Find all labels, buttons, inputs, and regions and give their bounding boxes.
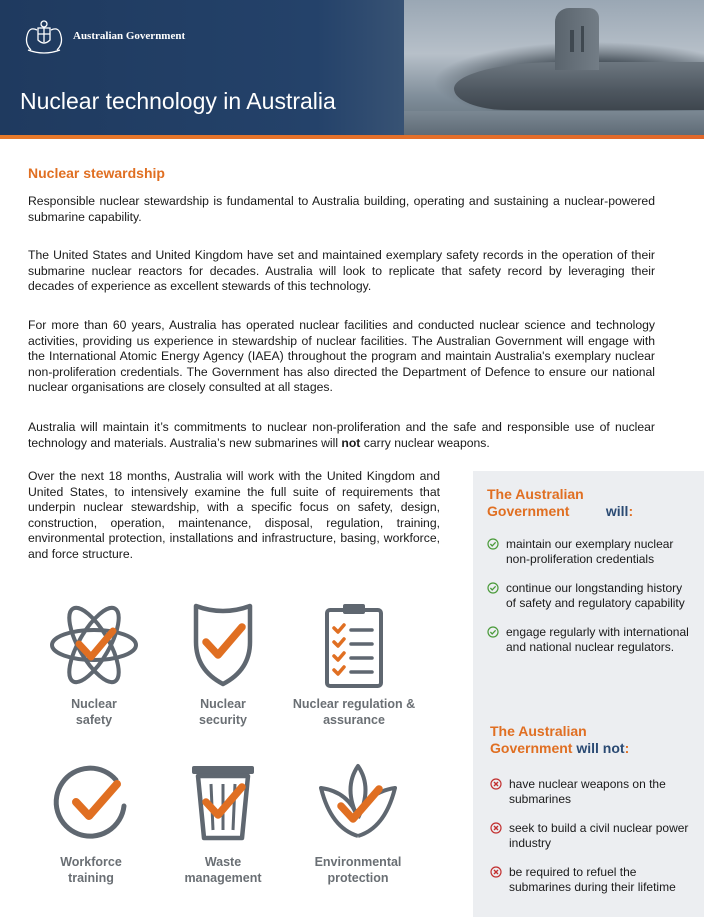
text: Government	[490, 740, 573, 756]
text: maintain our exemplary nuclear non-proliferation credentials	[506, 537, 674, 566]
check-circle-icon	[487, 626, 499, 638]
shield-check-icon	[178, 600, 268, 690]
submarine-sail	[555, 8, 599, 70]
will-heading	[487, 486, 633, 520]
leaves-check-icon	[313, 758, 403, 848]
list-item	[487, 537, 692, 567]
nuclear-safety-tile	[24, 600, 164, 728]
text: The Australian Government	[487, 486, 584, 519]
icon-label	[284, 696, 424, 728]
workforce-training-tile	[21, 758, 161, 886]
waste-management-tile	[153, 758, 293, 886]
check-circle-icon	[487, 538, 499, 550]
paragraph-intro: Responsible nuclear stewardship is fundamental to Australia building, operating and sustaining a nuclear-powered submarine capability.	[28, 194, 655, 224]
text: Nuclear	[200, 697, 246, 711]
text: have nuclear weapons on the submarines	[509, 777, 666, 806]
text: will	[605, 503, 629, 519]
text: be required to refuel the submarines during their lifetime	[509, 865, 676, 894]
cross-circle-icon	[490, 866, 502, 878]
atom-check-icon	[49, 600, 139, 690]
text: safety	[75, 713, 113, 727]
paragraph-next-18-months: Over the next 18 months, Australia will work with the United Kingdom and United States, to intensively examine the full suite of requirements that underpin nuclear stewardship, with a specific focus on safety, design, construction, operation, maintenance, disposal, regulation, training, environmental protection, installations and infrastructure, basing, workforce, and force structure.	[28, 469, 440, 561]
section-heading: Nuclear stewardship	[28, 165, 165, 181]
text: training	[68, 871, 114, 885]
text: continue our longstanding history of safety and regulatory capability	[506, 581, 685, 610]
text: The Australian	[490, 723, 587, 739]
government-name: Australian Government	[73, 30, 186, 42]
paragraph-history: For more than 60 years, Australia has operated nuclear facilities and conducted nuclear science and technology activities, providing us experience in stewardship of nuclear facilities. The Australian Government will engage with the International Atomic Energy Agency (IAEA) throughout the program and maintain Australia's exemplary nuclear non-proliferation credentials. The Government has also directed the Department of Defence to ensure our national nuclear organisations are closely consulted at all stages.	[28, 318, 655, 394]
bin-check-icon	[178, 758, 268, 848]
list-item	[490, 777, 695, 807]
text: Nuclear	[71, 697, 117, 711]
text: :	[628, 503, 634, 519]
will-not-list	[490, 777, 695, 909]
clipboard-checklist-icon	[309, 600, 399, 690]
paragraph-commitments	[28, 420, 655, 451]
paragraph-us-uk: The United States and United Kingdom have set and maintained exemplary safety records in the operation of their submarine nuclear reactors for decades. Australia will look to replicate that safety record by leveraging their decades of experience as excellent stewards of this technology.	[28, 248, 655, 293]
cross-circle-icon	[490, 778, 502, 790]
text: Environmental	[314, 855, 402, 869]
text: :	[624, 740, 630, 756]
will-not-heading	[490, 723, 629, 757]
icon-label	[24, 696, 164, 728]
icon-label	[153, 696, 293, 728]
submarine-mast	[570, 30, 574, 52]
text: seek to build a civil nuclear power industry	[509, 821, 689, 850]
nuclear-security-tile	[153, 600, 293, 728]
text: carry nuclear weapons.	[360, 435, 490, 450]
emphasis-not: not	[341, 435, 361, 450]
text: Workforce	[60, 855, 122, 869]
list-item	[490, 821, 695, 851]
commitments-panel	[473, 471, 704, 917]
text: Australia will maintain it’s commitments to nuclear non-proliferation and the safe and responsible use of nuclear technology and materials. Australia’s new submarines will	[28, 420, 655, 450]
list-item	[490, 865, 695, 895]
icon-label	[153, 854, 293, 886]
submarine-mast	[581, 26, 584, 52]
environmental-protection-tile	[288, 758, 428, 886]
icon-label	[288, 854, 428, 886]
nuclear-regulation-tile	[284, 600, 424, 728]
list-item	[487, 625, 692, 655]
page-title: Nuclear technology in Australia	[20, 88, 336, 114]
will-list	[487, 537, 692, 669]
circle-check-icon	[46, 758, 136, 848]
submarine-photo	[404, 0, 704, 135]
text: will not	[576, 740, 625, 756]
cross-circle-icon	[490, 822, 502, 834]
text: management	[184, 871, 262, 885]
list-item	[487, 581, 692, 611]
water	[404, 111, 704, 135]
text: assurance	[323, 713, 385, 727]
icon-label	[21, 854, 161, 886]
check-circle-icon	[487, 582, 499, 594]
header-divider	[0, 135, 704, 139]
header-banner	[0, 0, 704, 135]
text: engage regularly with international and national nuclear regulators.	[506, 625, 689, 654]
text: Waste	[204, 855, 242, 869]
text: Nuclear regulation &	[292, 697, 416, 711]
text: protection	[327, 871, 389, 885]
text: security	[199, 713, 247, 727]
coat-of-arms-icon	[20, 18, 68, 56]
